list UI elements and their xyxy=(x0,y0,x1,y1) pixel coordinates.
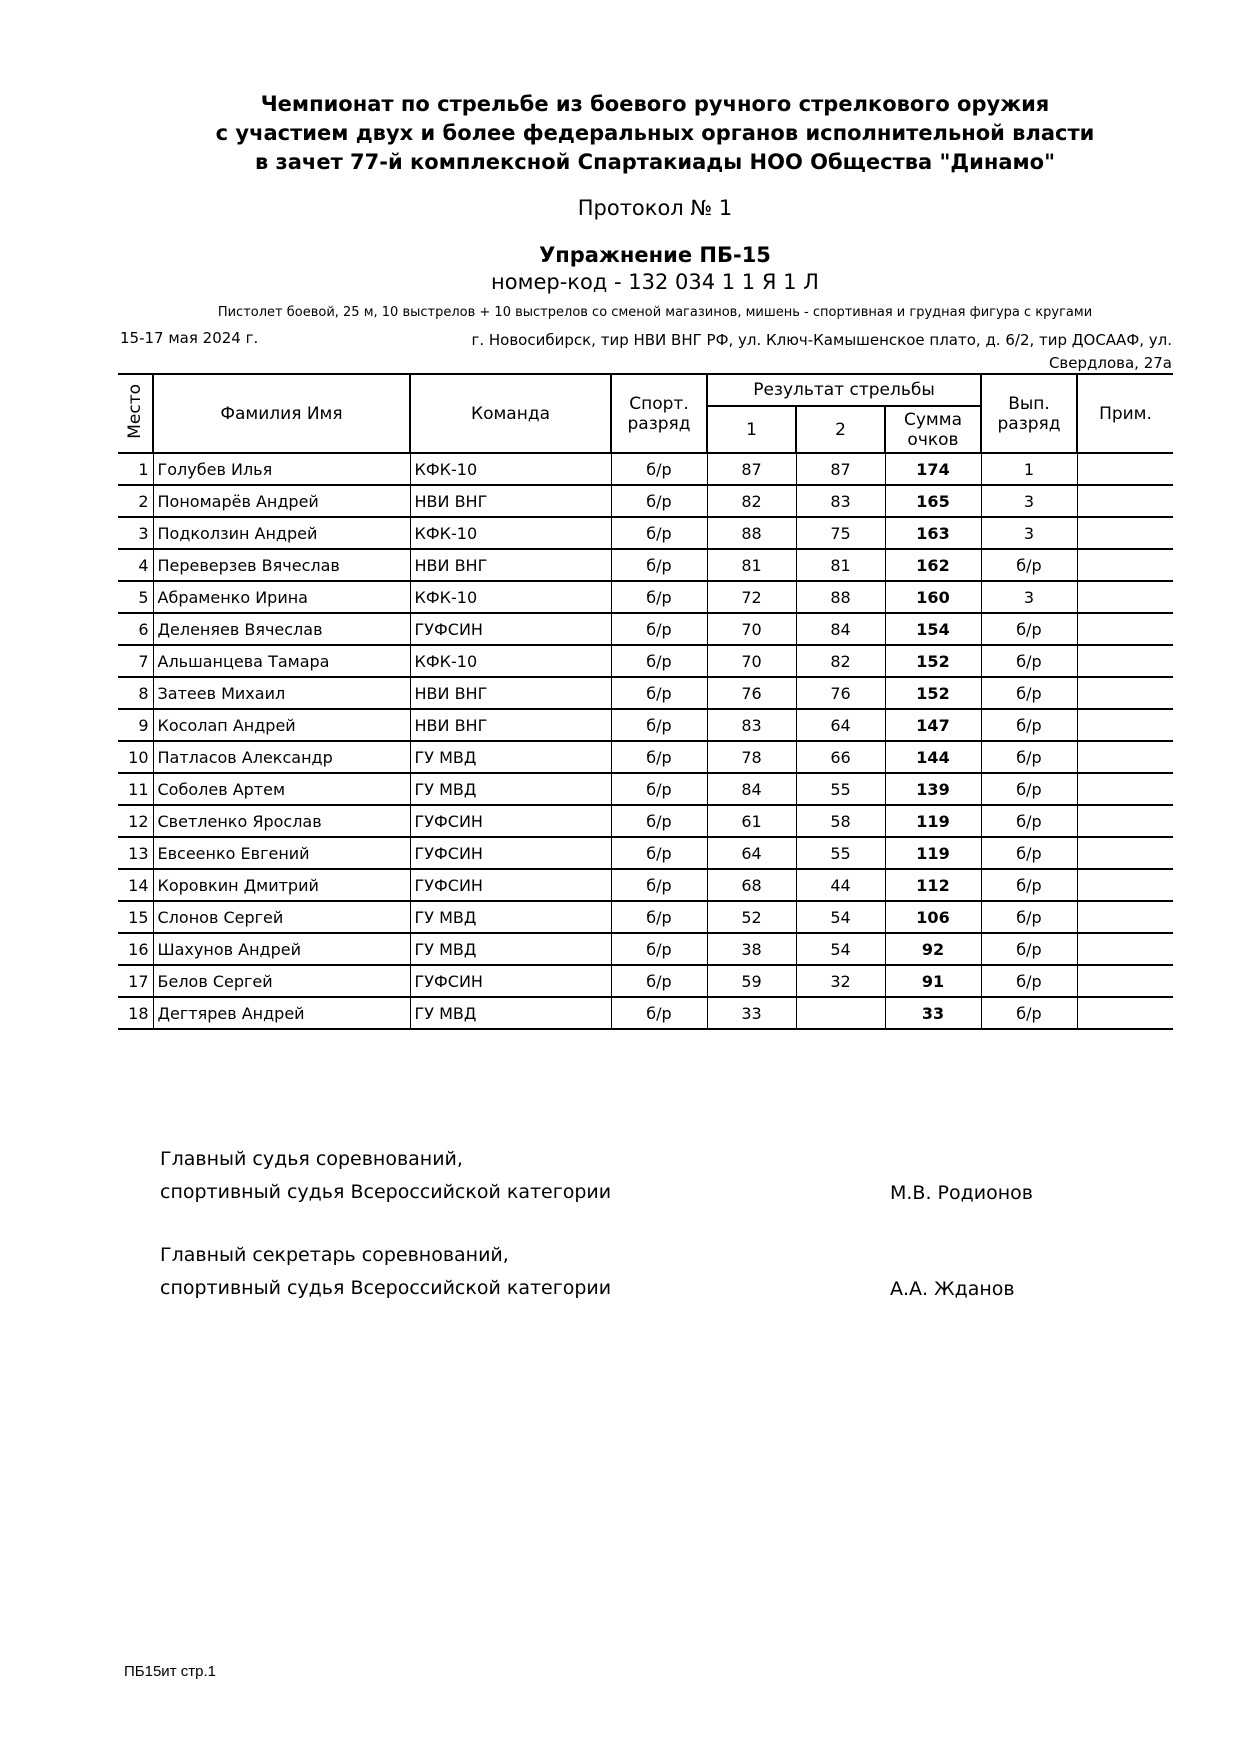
cell-sum: 165 xyxy=(885,485,981,517)
cell-rank: б/р xyxy=(611,453,707,485)
cell-series-1: 82 xyxy=(707,485,796,517)
table-row xyxy=(118,869,1173,901)
table-row xyxy=(118,965,1173,997)
cell-note xyxy=(1077,805,1173,837)
cell-rank: б/р xyxy=(611,869,707,901)
header-note: Прим. xyxy=(1077,374,1173,453)
cell-note xyxy=(1077,741,1173,773)
cell-achieved-rank: б/р xyxy=(981,613,1077,645)
cell-note xyxy=(1077,549,1173,581)
secretary-category: спортивный судья Всероссийской категории xyxy=(160,1277,612,1299)
cell-series-2: 55 xyxy=(796,773,885,805)
table-row xyxy=(118,773,1173,805)
cell-team: ГУФСИН xyxy=(410,965,611,997)
cell-achieved-rank: 1 xyxy=(981,453,1077,485)
cell-rank: б/р xyxy=(611,645,707,677)
cell-name: Дегтярев Андрей xyxy=(153,997,410,1029)
cell-place: 8 xyxy=(118,677,153,709)
event-venue xyxy=(440,329,1172,375)
cell-series-2: 66 xyxy=(796,741,885,773)
cell-series-2: 75 xyxy=(796,517,885,549)
cell-sum: 163 xyxy=(885,517,981,549)
cell-name: Затеев Михаил xyxy=(153,677,410,709)
cell-note xyxy=(1077,933,1173,965)
cell-place: 13 xyxy=(118,837,153,869)
cell-series-1: 64 xyxy=(707,837,796,869)
cell-sum: 147 xyxy=(885,709,981,741)
cell-sum: 112 xyxy=(885,869,981,901)
cell-series-1: 83 xyxy=(707,709,796,741)
cell-place: 14 xyxy=(118,869,153,901)
title-line-3: в зачет 77-й комплексной Спартакиады НОО Общества "Динамо" xyxy=(254,150,1056,174)
cell-name: Деленяев Вячеслав xyxy=(153,613,410,645)
cell-series-1: 70 xyxy=(707,613,796,645)
cell-achieved-rank: б/р xyxy=(981,773,1077,805)
cell-rank: б/р xyxy=(611,485,707,517)
cell-place: 5 xyxy=(118,581,153,613)
cell-achieved-rank: б/р xyxy=(981,645,1077,677)
cell-note xyxy=(1077,709,1173,741)
cell-place: 1 xyxy=(118,453,153,485)
exercise-code: номер-код - 132 034 1 1 Я 1 Л xyxy=(491,270,819,294)
cell-series-2: 87 xyxy=(796,453,885,485)
table-row xyxy=(118,581,1173,613)
table-row xyxy=(118,453,1173,485)
table-row xyxy=(118,741,1173,773)
secretary-signature-block xyxy=(160,1239,611,1305)
cell-series-2 xyxy=(796,997,885,1029)
cell-rank: б/р xyxy=(611,901,707,933)
table-row xyxy=(118,837,1173,869)
cell-team: ГУФСИН xyxy=(410,613,611,645)
table-row xyxy=(118,805,1173,837)
cell-sum: 91 xyxy=(885,965,981,997)
cell-sum: 33 xyxy=(885,997,981,1029)
cell-note xyxy=(1077,581,1173,613)
cell-name: Коровкин Дмитрий xyxy=(153,869,410,901)
secretary-title: Главный секретарь соревнований, xyxy=(160,1244,509,1266)
cell-team: ГУ МВД xyxy=(410,773,611,805)
cell-note xyxy=(1077,997,1173,1029)
cell-note xyxy=(1077,517,1173,549)
cell-series-1: 70 xyxy=(707,645,796,677)
cell-series-2: 88 xyxy=(796,581,885,613)
cell-sum: 160 xyxy=(885,581,981,613)
cell-series-2: 32 xyxy=(796,965,885,997)
cell-name: Переверзев Вячеслав xyxy=(153,549,410,581)
cell-place: 6 xyxy=(118,613,153,645)
cell-place: 10 xyxy=(118,741,153,773)
cell-series-2: 64 xyxy=(796,709,885,741)
cell-team: ГУ МВД xyxy=(410,997,611,1029)
event-date: 15-17 мая 2024 г. xyxy=(120,329,259,347)
cell-place: 18 xyxy=(118,997,153,1029)
cell-place: 11 xyxy=(118,773,153,805)
cell-rank: б/р xyxy=(611,933,707,965)
cell-sum: 119 xyxy=(885,805,981,837)
header-sum: Сумма очков xyxy=(885,406,981,453)
table-row xyxy=(118,997,1173,1029)
cell-team: ГУ МВД xyxy=(410,901,611,933)
cell-team: ГУФСИН xyxy=(410,837,611,869)
header-rank: Спорт. разряд xyxy=(611,374,707,453)
cell-series-2: 84 xyxy=(796,613,885,645)
cell-rank: б/р xyxy=(611,709,707,741)
results-table xyxy=(118,373,1173,1030)
cell-series-2: 76 xyxy=(796,677,885,709)
table-row xyxy=(118,645,1173,677)
header-name: Фамилия Имя xyxy=(153,374,410,453)
cell-team: КФК-10 xyxy=(410,453,611,485)
cell-note xyxy=(1077,613,1173,645)
cell-series-1: 59 xyxy=(707,965,796,997)
cell-achieved-rank: б/р xyxy=(981,741,1077,773)
cell-place: 3 xyxy=(118,517,153,549)
cell-achieved-rank: 3 xyxy=(981,485,1077,517)
table-row xyxy=(118,677,1173,709)
cell-sum: 106 xyxy=(885,901,981,933)
cell-name: Шахунов Андрей xyxy=(153,933,410,965)
cell-series-1: 81 xyxy=(707,549,796,581)
cell-series-1: 61 xyxy=(707,805,796,837)
cell-rank: б/р xyxy=(611,997,707,1029)
cell-team: ГУ МВД xyxy=(410,933,611,965)
cell-team: НВИ ВНГ xyxy=(410,549,611,581)
cell-name: Патласов Александр xyxy=(153,741,410,773)
header-place: Место xyxy=(118,374,153,453)
cell-achieved-rank: б/р xyxy=(981,965,1077,997)
cell-rank: б/р xyxy=(611,581,707,613)
venue-line-2: Свердлова, 27а xyxy=(1048,354,1172,372)
table-row xyxy=(118,933,1173,965)
cell-series-1: 72 xyxy=(707,581,796,613)
cell-achieved-rank: б/р xyxy=(981,997,1077,1029)
cell-place: 16 xyxy=(118,933,153,965)
cell-series-2: 81 xyxy=(796,549,885,581)
cell-name: Пономарёв Андрей xyxy=(153,485,410,517)
cell-name: Абраменко Ирина xyxy=(153,581,410,613)
cell-achieved-rank: б/р xyxy=(981,869,1077,901)
cell-place: 9 xyxy=(118,709,153,741)
cell-series-2: 54 xyxy=(796,901,885,933)
cell-name: Альшанцева Тамара xyxy=(153,645,410,677)
cell-achieved-rank: б/р xyxy=(981,549,1077,581)
header-team: Команда xyxy=(410,374,611,453)
cell-note xyxy=(1077,773,1173,805)
cell-rank: б/р xyxy=(611,741,707,773)
cell-series-2: 55 xyxy=(796,837,885,869)
cell-sum: 119 xyxy=(885,837,981,869)
cell-place: 15 xyxy=(118,901,153,933)
cell-rank: б/р xyxy=(611,549,707,581)
header-series-2: 2 xyxy=(796,406,885,453)
cell-place: 12 xyxy=(118,805,153,837)
cell-team: НВИ ВНГ xyxy=(410,485,611,517)
cell-team: КФК-10 xyxy=(410,517,611,549)
cell-achieved-rank: б/р xyxy=(981,901,1077,933)
cell-series-2: 83 xyxy=(796,485,885,517)
cell-team: ГУФСИН xyxy=(410,869,611,901)
table-row xyxy=(118,517,1173,549)
cell-achieved-rank: б/р xyxy=(981,837,1077,869)
judge-signature-block xyxy=(160,1143,611,1209)
cell-rank: б/р xyxy=(611,613,707,645)
cell-team: НВИ ВНГ xyxy=(410,677,611,709)
title-line-1: Чемпионат по стрельбе из боевого ручного стрелкового оружия xyxy=(260,92,1050,116)
cell-sum: 174 xyxy=(885,453,981,485)
cell-team: ГУ МВД xyxy=(410,741,611,773)
cell-place: 4 xyxy=(118,549,153,581)
title-line-2: с участием двух и более федеральных органов исполнительной власти xyxy=(215,121,1095,145)
cell-sum: 92 xyxy=(885,933,981,965)
cell-series-2: 58 xyxy=(796,805,885,837)
cell-place: 2 xyxy=(118,485,153,517)
header-result: Результат стрельбы xyxy=(707,374,981,406)
secretary-name: А.А. Жданов xyxy=(890,1278,1015,1300)
cell-series-1: 52 xyxy=(707,901,796,933)
cell-name: Белов Сергей xyxy=(153,965,410,997)
cell-achieved-rank: 3 xyxy=(981,517,1077,549)
cell-place: 17 xyxy=(118,965,153,997)
cell-note xyxy=(1077,965,1173,997)
exercise-description: Пистолет боевой, 25 м, 10 выстрелов + 10 выстрелов со сменой магазинов, мишень - спортивная и грудная фигура с кругами xyxy=(217,305,1093,320)
exercise-title: Упражнение ПБ-15 xyxy=(539,243,771,267)
cell-achieved-rank: б/р xyxy=(981,805,1077,837)
cell-series-1: 78 xyxy=(707,741,796,773)
cell-achieved-rank: б/р xyxy=(981,709,1077,741)
cell-achieved-rank: 3 xyxy=(981,581,1077,613)
cell-series-2: 82 xyxy=(796,645,885,677)
header-series-1: 1 xyxy=(707,406,796,453)
cell-sum: 152 xyxy=(885,645,981,677)
cell-sum: 139 xyxy=(885,773,981,805)
table-row xyxy=(118,901,1173,933)
cell-series-1: 88 xyxy=(707,517,796,549)
judge-title: Главный судья соревнований, xyxy=(160,1148,463,1170)
cell-series-1: 38 xyxy=(707,933,796,965)
document-title xyxy=(0,90,1240,177)
cell-rank: б/р xyxy=(611,773,707,805)
table-row xyxy=(118,709,1173,741)
cell-sum: 144 xyxy=(885,741,981,773)
cell-rank: б/р xyxy=(611,517,707,549)
cell-achieved-rank: б/р xyxy=(981,933,1077,965)
cell-note xyxy=(1077,869,1173,901)
cell-rank: б/р xyxy=(611,677,707,709)
page-footer: ПБ15ит стр.1 xyxy=(124,1663,216,1680)
cell-team: НВИ ВНГ xyxy=(410,709,611,741)
table-row xyxy=(118,485,1173,517)
judge-category: спортивный судья Всероссийской категории xyxy=(160,1181,612,1203)
cell-series-2: 54 xyxy=(796,933,885,965)
cell-series-1: 84 xyxy=(707,773,796,805)
cell-note xyxy=(1077,677,1173,709)
cell-name: Голубев Илья xyxy=(153,453,410,485)
cell-name: Косолап Андрей xyxy=(153,709,410,741)
cell-rank: б/р xyxy=(611,965,707,997)
table-row xyxy=(118,613,1173,645)
cell-name: Соболев Артем xyxy=(153,773,410,805)
cell-sum: 152 xyxy=(885,677,981,709)
cell-note xyxy=(1077,485,1173,517)
table-row xyxy=(118,549,1173,581)
header-achieved-rank: Вып. разряд xyxy=(981,374,1077,453)
cell-name: Слонов Сергей xyxy=(153,901,410,933)
cell-sum: 162 xyxy=(885,549,981,581)
cell-team: КФК-10 xyxy=(410,581,611,613)
cell-rank: б/р xyxy=(611,837,707,869)
cell-name: Светленко Ярослав xyxy=(153,805,410,837)
cell-sum: 154 xyxy=(885,613,981,645)
cell-note xyxy=(1077,453,1173,485)
cell-series-1: 76 xyxy=(707,677,796,709)
cell-achieved-rank: б/р xyxy=(981,677,1077,709)
cell-series-1: 87 xyxy=(707,453,796,485)
cell-series-1: 33 xyxy=(707,997,796,1029)
cell-rank: б/р xyxy=(611,805,707,837)
judge-name: М.В. Родионов xyxy=(890,1182,1033,1204)
cell-note xyxy=(1077,645,1173,677)
cell-name: Евсеенко Евгений xyxy=(153,837,410,869)
cell-note xyxy=(1077,837,1173,869)
cell-note xyxy=(1077,901,1173,933)
protocol-number: Протокол № 1 xyxy=(577,196,733,220)
cell-series-1: 68 xyxy=(707,869,796,901)
cell-place: 7 xyxy=(118,645,153,677)
venue-line-1: г. Новосибирск, тир НВИ ВНГ РФ, ул. Ключ-Камышенское плато, д. 6/2, тир ДОСААФ, ул. xyxy=(471,331,1172,349)
cell-team: КФК-10 xyxy=(410,645,611,677)
cell-name: Подколзин Андрей xyxy=(153,517,410,549)
cell-series-2: 44 xyxy=(796,869,885,901)
cell-team: ГУФСИН xyxy=(410,805,611,837)
